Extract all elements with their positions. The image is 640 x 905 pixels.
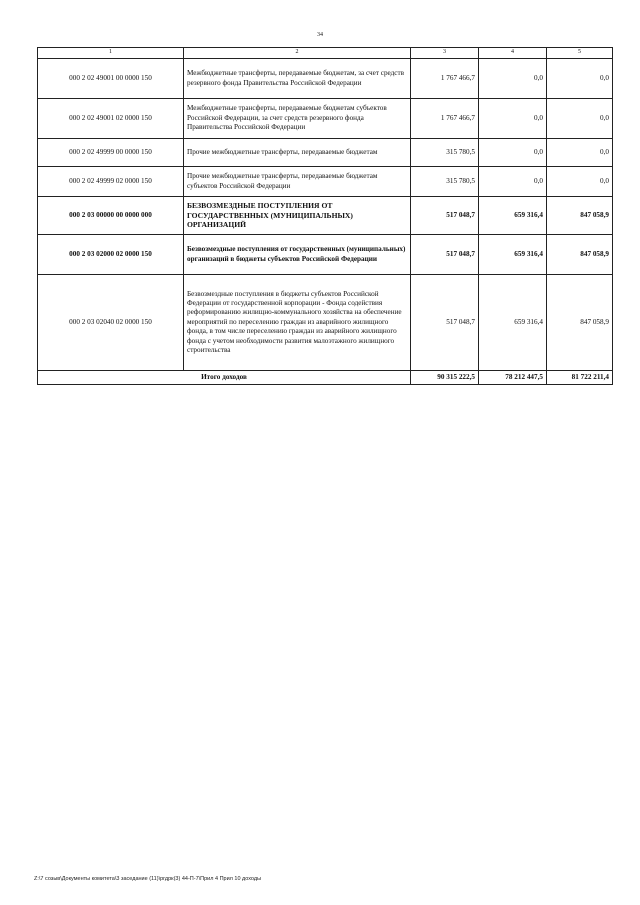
budget-code: 000 2 02 49001 02 0000 150 [38, 99, 184, 139]
budget-code: 000 2 03 00000 00 0000 000 [38, 197, 184, 235]
value-year-3: 847 058,9 [547, 197, 613, 235]
value-year-3: 847 058,9 [547, 235, 613, 275]
table-row [38, 59, 613, 99]
value-year-1: 315 780,5 [411, 167, 479, 197]
column-number: 3 [411, 48, 479, 59]
table-row [38, 167, 613, 197]
value-year-3: 0,0 [547, 139, 613, 167]
table-row [38, 235, 613, 275]
value-year-3: 0,0 [547, 59, 613, 99]
revenue-name: Прочие межбюджетные трансферты, передаваемые бюджетам субъектов Российской Федерации [184, 167, 411, 197]
value-year-2: 659 316,4 [479, 197, 547, 235]
revenue-table [37, 47, 613, 385]
value-year-2: 659 316,4 [479, 275, 547, 371]
value-year-2: 0,0 [479, 59, 547, 99]
value-year-1: 1 767 466,7 [411, 99, 479, 139]
column-number: 1 [38, 48, 184, 59]
revenue-name: Безвозмездные поступления от государственных (муниципальных) организаций в бюджеты субъектов Российской Федерации [184, 235, 411, 275]
column-number-row [38, 48, 613, 59]
budget-code: 000 2 02 49999 02 0000 150 [38, 167, 184, 197]
page-number: 34 [317, 32, 323, 38]
budget-code: 000 2 02 49999 00 0000 150 [38, 139, 184, 167]
column-number: 5 [547, 48, 613, 59]
total-label: Итого доходов [38, 371, 411, 385]
file-path-footer: Z:\7 созыв\Документы комитета\3 заседание (11)\ргдрк(3) 44-П-7\Прил 4 Прил 10 доходы [34, 876, 262, 882]
value-year-2: 0,0 [479, 167, 547, 197]
total-year-3: 81 722 211,4 [547, 371, 613, 385]
total-year-2: 78 212 447,5 [479, 371, 547, 385]
value-year-2: 0,0 [479, 139, 547, 167]
value-year-2: 0,0 [479, 99, 547, 139]
budget-code: 000 2 03 02000 02 0000 150 [38, 235, 184, 275]
value-year-3: 0,0 [547, 167, 613, 197]
column-number: 2 [184, 48, 411, 59]
table-row [38, 275, 613, 371]
value-year-1: 315 780,5 [411, 139, 479, 167]
revenue-name: Межбюджетные трансферты, передаваемые бюджетам субъектов Российской Федерации, за счет средств резервного фонда Правительства Российской Федерации [184, 99, 411, 139]
budget-code: 000 2 02 49001 00 0000 150 [38, 59, 184, 99]
revenue-name: Прочие межбюджетные трансферты, передаваемые бюджетам [184, 139, 411, 167]
revenue-name: БЕЗВОЗМЕЗДНЫЕ ПОСТУПЛЕНИЯ ОТ ГОСУДАРСТВЕННЫХ (МУНИЦИПАЛЬНЫХ) ОРГАНИЗАЦИЙ [184, 197, 411, 235]
revenue-name: Безвозмездные поступления в бюджеты субъектов Российской Федерации от государственной корпорации - Фонда содействия реформированию жилищно-коммунального хозяйства на обеспечение мероприятий по переселению граждан из аварийного жилищного фонда, в том числе переселению граждан из аварийного жилищного фонда с учетом необходимости развития малоэтажного жилищного строительства [184, 275, 411, 371]
value-year-3: 0,0 [547, 99, 613, 139]
total-row [38, 371, 613, 385]
revenue-name: Межбюджетные трансферты, передаваемые бюджетам, за счет средств резервного фонда Правительства Российской Федерации [184, 59, 411, 99]
budget-code: 000 2 03 02040 02 0000 150 [38, 275, 184, 371]
column-number: 4 [479, 48, 547, 59]
value-year-2: 659 316,4 [479, 235, 547, 275]
value-year-1: 517 048,7 [411, 235, 479, 275]
table-row [38, 99, 613, 139]
value-year-1: 517 048,7 [411, 197, 479, 235]
total-year-1: 90 315 222,5 [411, 371, 479, 385]
table-row [38, 139, 613, 167]
value-year-3: 847 058,9 [547, 275, 613, 371]
table-row [38, 197, 613, 235]
value-year-1: 517 048,7 [411, 275, 479, 371]
value-year-1: 1 767 466,7 [411, 59, 479, 99]
